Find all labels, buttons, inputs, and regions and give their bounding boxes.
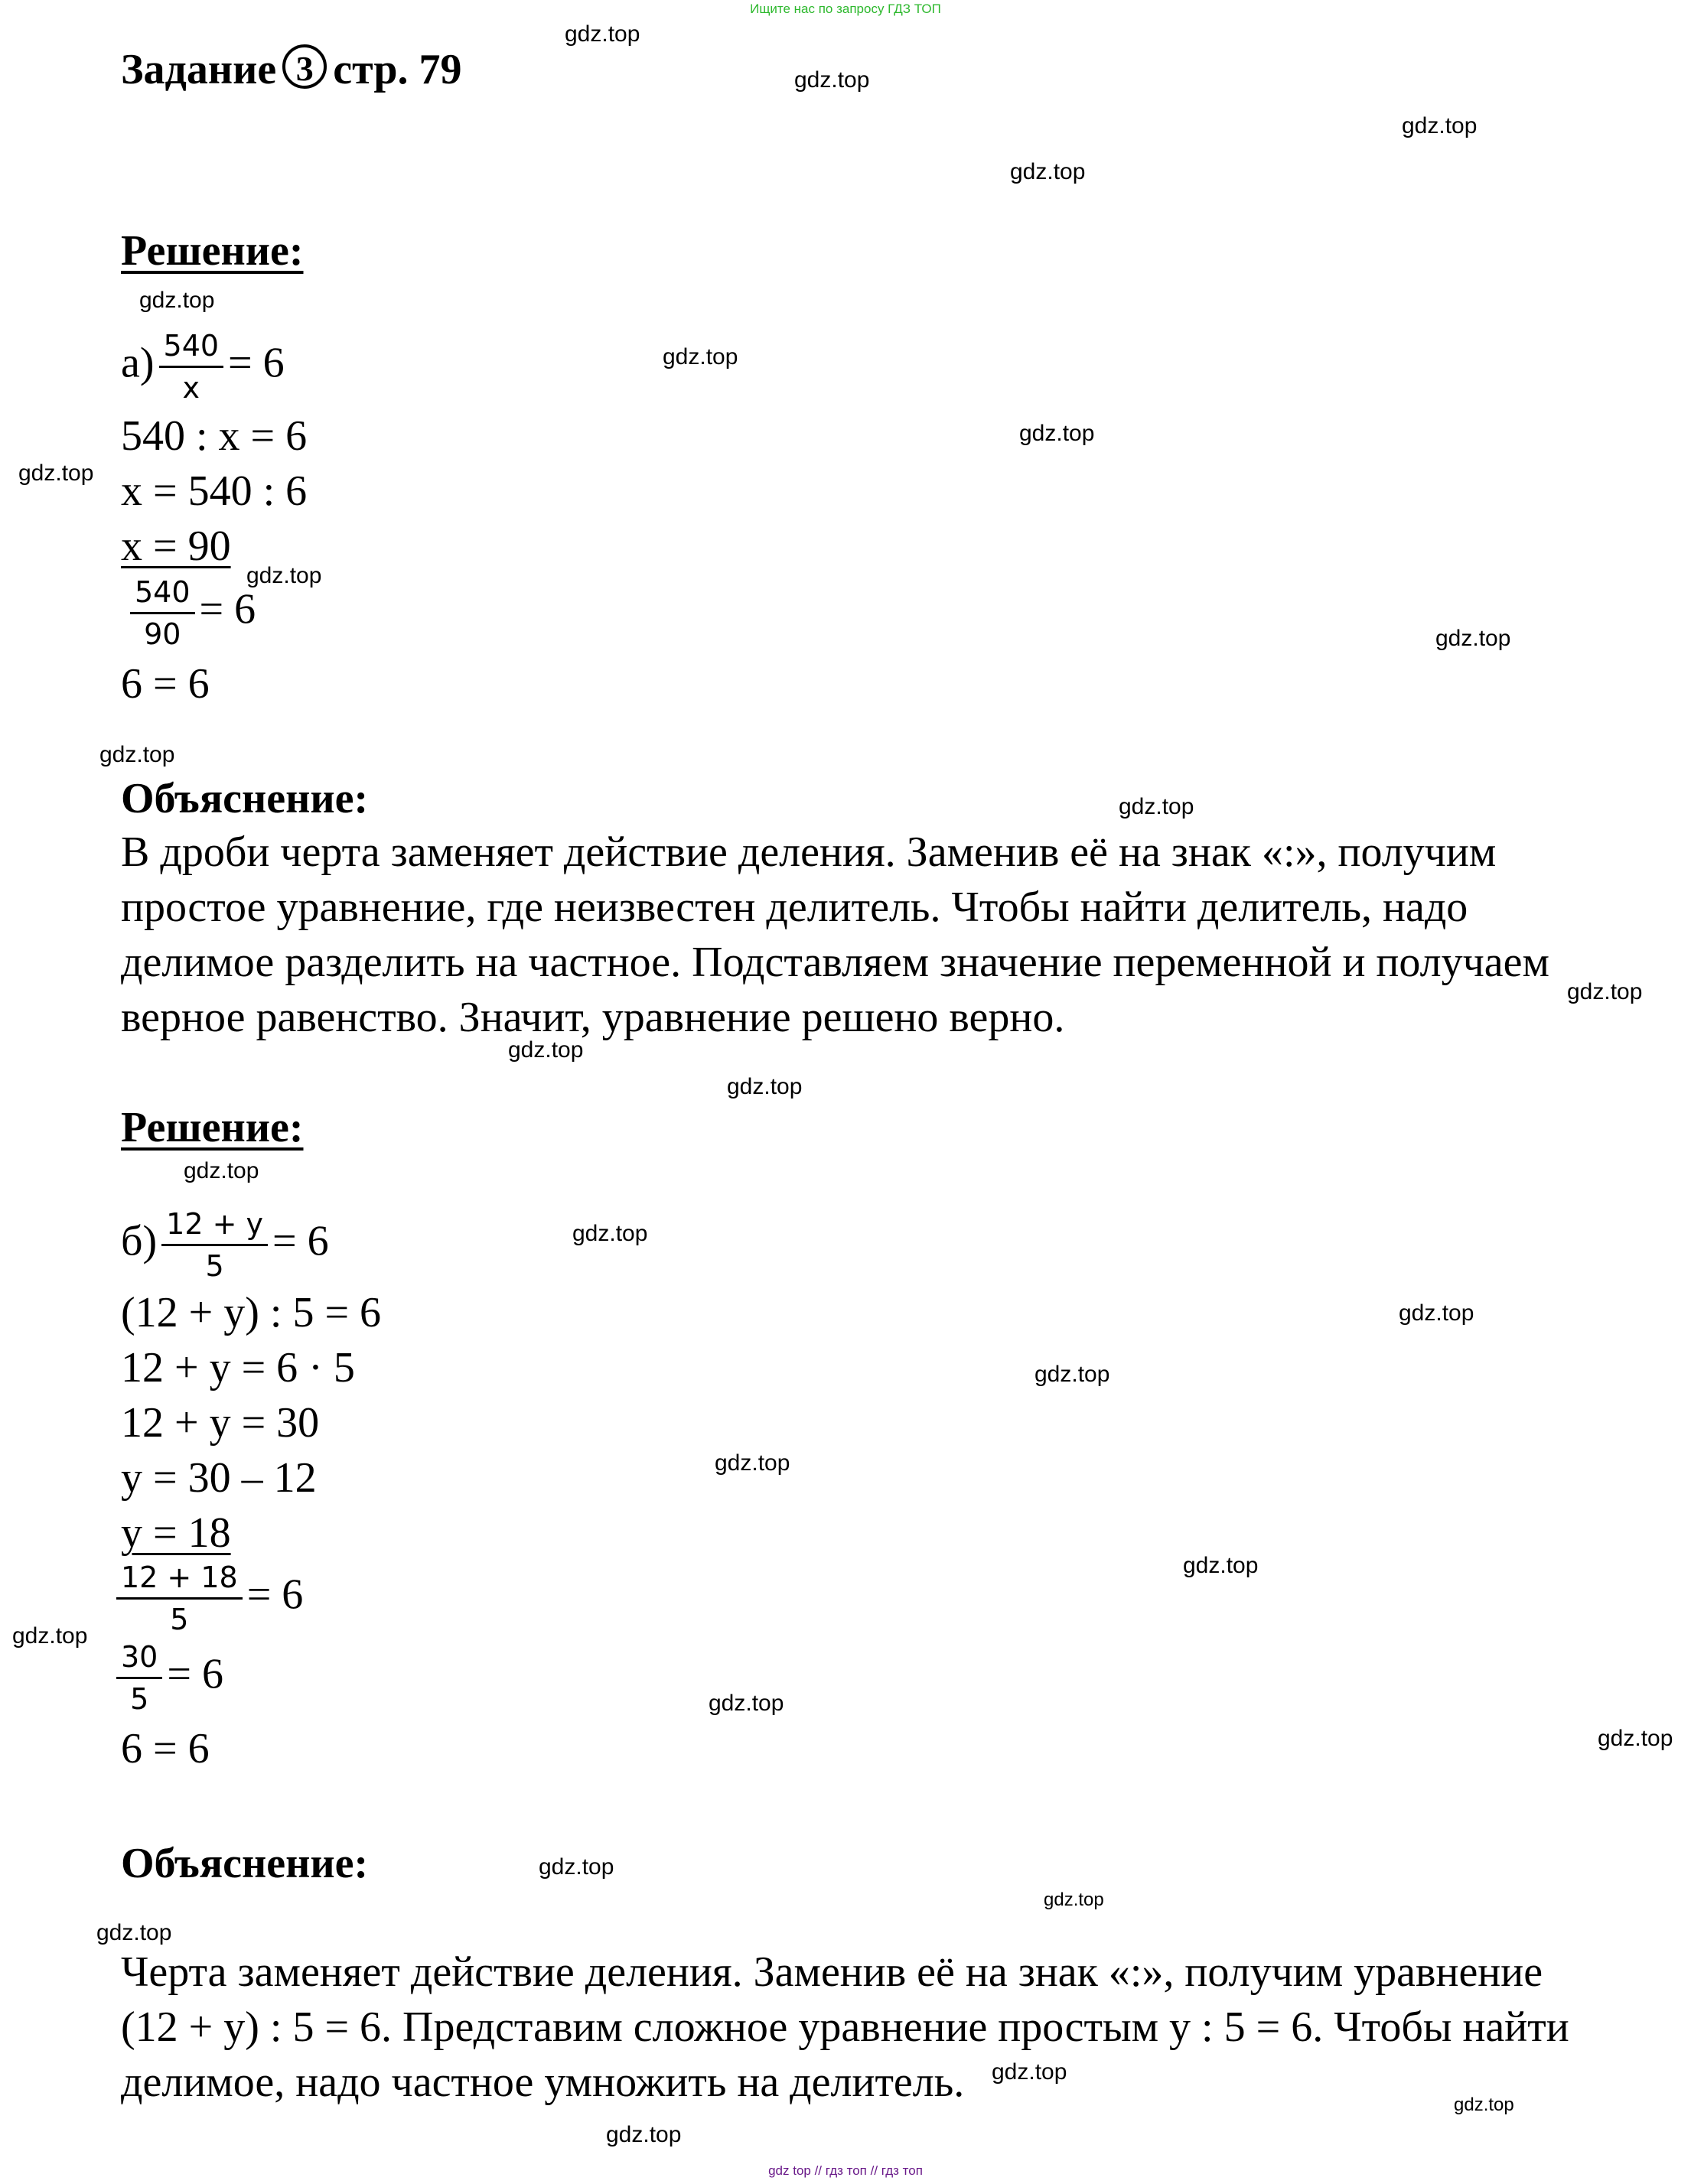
explanation-b-line-1: Черта заменяет действие деления. Заменив её на знак «:», получим уравнение: [121, 1948, 1543, 1996]
explanation-a-line-4: верное равенство. Значит, уравнение решено верно.: [121, 994, 1065, 1041]
watermark: gdz.top: [1435, 626, 1511, 651]
fraction-b-1: [161, 1207, 268, 1283]
fraction-numerator: 12 + y: [161, 1207, 268, 1246]
solution-heading-b: Решение:: [121, 1104, 304, 1151]
watermark: gdz.top: [1044, 1889, 1104, 1910]
fraction-a-1: [159, 329, 224, 405]
watermark: gdz.top: [794, 67, 870, 93]
title-prefix: Задание: [121, 46, 277, 93]
equation-a-answer: x = 90: [121, 522, 231, 570]
footer-note: gdz top // гдз топ // гдз топ: [768, 2163, 923, 2178]
task-number-badge: 3: [282, 44, 327, 89]
watermark: gdz.top: [99, 742, 175, 767]
fraction-denominator: 5: [205, 1249, 224, 1283]
title-suffix: стр. 79: [333, 46, 462, 93]
watermark: gdz.top: [184, 1158, 259, 1183]
explanation-a-line-2: простое уравнение, где неизвестен делитель. Чтобы найти делитель, надо: [121, 884, 1468, 931]
fraction-numerator: 12 + 18: [116, 1561, 243, 1600]
equation-rhs: = 6: [199, 585, 256, 633]
fraction-denominator: 90: [144, 617, 181, 651]
watermark: gdz.top: [715, 1450, 790, 1476]
equation-b-1: [121, 1207, 329, 1283]
equation-a-check: [121, 575, 256, 651]
explanation-heading-a: Объяснение:: [121, 775, 369, 822]
watermark: gdz.top: [606, 2122, 682, 2147]
equation-rhs: = 6: [167, 1650, 223, 1698]
fraction-numerator: 30: [116, 1640, 162, 1679]
watermark: gdz.top: [1454, 2094, 1514, 2115]
equation-b-check-1: [116, 1561, 303, 1636]
watermark: gdz.top: [572, 1221, 648, 1246]
equation-b-answer: y = 18: [121, 1509, 231, 1557]
watermark: gdz.top: [1183, 1553, 1259, 1578]
watermark: gdz.top: [1567, 979, 1643, 1004]
fraction-b-3: [116, 1640, 162, 1716]
watermark: gdz.top: [1399, 1300, 1474, 1326]
watermark: gdz.top: [96, 1920, 172, 1945]
fraction-numerator: 540: [159, 329, 224, 368]
watermark: gdz.top: [663, 344, 738, 369]
explanation-a-line-1: В дроби черта заменяет действие деления. Заменив её на знак «:», получим: [121, 828, 1497, 876]
part-b-label: б): [121, 1217, 158, 1265]
explanation-b-line-2: (12 + y) : 5 = 6. Представим сложное уравнение простым y : 5 = 6. Чтобы найти: [121, 2003, 1569, 2051]
equation-rhs: = 6: [228, 339, 285, 387]
watermark: gdz.top: [508, 1037, 584, 1063]
equation-rhs: = 6: [246, 1570, 304, 1619]
page-title: [121, 44, 461, 94]
watermark: gdz.top: [139, 288, 215, 313]
watermark: gdz.top: [246, 563, 322, 588]
fraction-numerator: 540: [130, 575, 195, 614]
watermark: gdz.top: [565, 21, 640, 47]
equation-a-2: 540 : x = 6: [121, 412, 308, 460]
watermark: gdz.top: [727, 1074, 803, 1099]
watermark: gdz.top: [1598, 1726, 1673, 1751]
search-hint: Ищите нас по запросу ГДЗ ТОП: [750, 2, 941, 16]
watermark: gdz.top: [12, 1623, 88, 1649]
part-a-label: а): [121, 339, 155, 387]
equation-b-check-2: [116, 1640, 223, 1716]
watermark: gdz.top: [992, 2059, 1067, 2085]
watermark: gdz.top: [709, 1691, 784, 1716]
explanation-heading-b: Объяснение:: [121, 1840, 369, 1887]
watermark: gdz.top: [1010, 159, 1086, 184]
equation-rhs: = 6: [272, 1217, 329, 1265]
equation-b-3: 12 + y = 6 · 5: [121, 1344, 355, 1391]
equation-a-3: x = 540 : 6: [121, 467, 308, 515]
watermark: gdz.top: [18, 461, 94, 486]
watermark: gdz.top: [1402, 113, 1478, 138]
watermark: gdz.top: [539, 1854, 614, 1880]
equation-b-2: (12 + y) : 5 = 6: [121, 1289, 382, 1336]
explanation-b-line-3: делимое, надо частное умножить на делитель.: [121, 2059, 965, 2106]
equation-b-4: 12 + y = 30: [121, 1399, 320, 1447]
solution-heading-a: Решение:: [121, 227, 304, 275]
fraction-denominator: 5: [170, 1603, 189, 1636]
equation-b-9: 6 = 6: [121, 1725, 210, 1772]
fraction-b-2: [116, 1561, 243, 1636]
fraction-a-2: [130, 575, 195, 651]
equation-b-5: y = 30 – 12: [121, 1454, 317, 1502]
equation-a-1: [121, 329, 285, 405]
equation-a-6: 6 = 6: [121, 660, 210, 708]
explanation-a-line-3: делимое разделить на частное. Подставляем значение переменной и получаем: [121, 939, 1549, 986]
watermark: gdz.top: [1034, 1362, 1110, 1387]
fraction-denominator: 5: [130, 1682, 149, 1716]
watermark: gdz.top: [1019, 421, 1095, 446]
watermark: gdz.top: [1119, 794, 1194, 819]
fraction-denominator: x: [182, 371, 200, 405]
